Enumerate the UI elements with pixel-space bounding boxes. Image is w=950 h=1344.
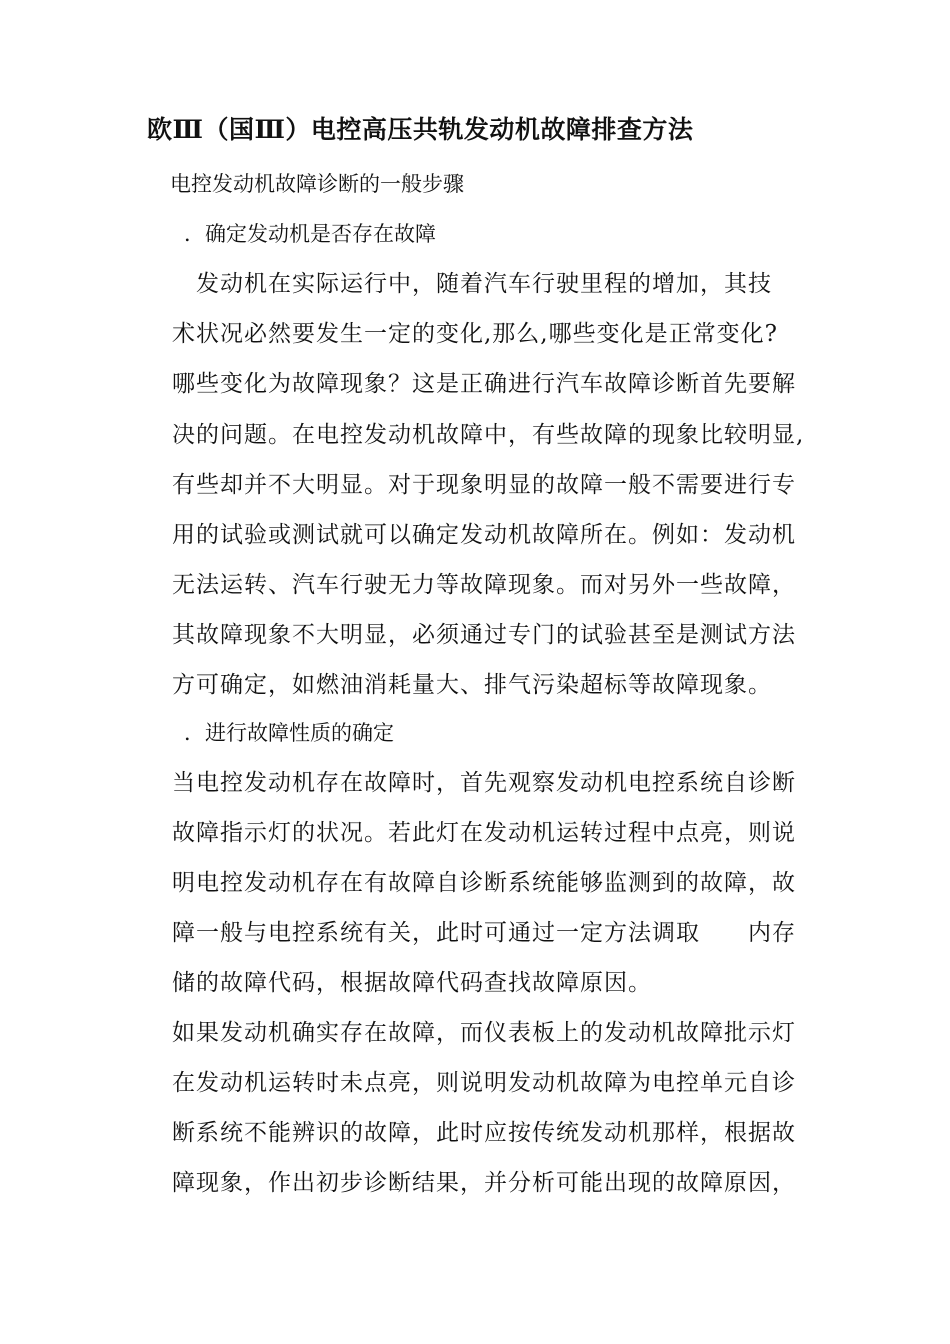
document-title: 欧Ⅲ（国Ⅲ）电控高压共轨发动机故障排查方法 (147, 115, 694, 144)
section-2-line: 障一般与电控系统有关，此时可通过一定方法调取 内存 (172, 920, 796, 946)
section-1-line: 决的问题。在电控发动机故障中，有些故障的现象比较明显, (172, 422, 805, 448)
section-2-line: 当电控发动机存在故障时，首先观察发动机电控系统自诊断 (172, 770, 796, 796)
step-1-heading: ．确定发动机是否存在故障 (184, 222, 436, 246)
section-1-line: 用的试验或测试就可以确定发动机故障所在。例如：发动机 (172, 522, 796, 548)
section-1-line: 术状况必然要发生一定的变化,那么,哪些变化是正常变化? (172, 321, 778, 347)
section-2-line: 储的故障代码，根据故障代码查找故障原因。 (172, 970, 652, 996)
section-1-line: 方可确定，如燃油消耗量大、排气污染超标等故障现象。 (172, 672, 772, 698)
section-2-line: 障现象，作出初步诊断结果，并分析可能出现的故障原因， (172, 1170, 796, 1196)
section-2-line: 如果发动机确实存在故障，而仪表板上的发动机故障批示灯 (172, 1020, 796, 1046)
section-1-line: 有些却并不大明显。对于现象明显的故障一般不需要进行专 (172, 472, 796, 498)
section-subtitle: 电控发动机故障诊断的一般步骤 (170, 172, 464, 196)
section-1-line: 哪些变化为故障现象？这是正确进行汽车故障诊断首先要解 (172, 371, 796, 397)
section-1-line: 其故障现象不大明显，必须通过专门的试验甚至是测试方法 (172, 622, 796, 648)
section-2-line: 在发动机运转时未点亮，则说明发动机故障为电控单元自诊 (172, 1070, 796, 1096)
section-2-line: 断系统不能辨识的故障，此时应按传统发动机那样，根据故 (172, 1120, 796, 1146)
section-2-line: 故障指示灯的状况。若此灯在发动机运转过程中点亮，则说 (172, 820, 796, 846)
section-2-line: 明电控发动机存在有故障自诊断系统能够监测到的故障，故 (172, 870, 796, 896)
section-1-line: 发动机在实际运行中，随着汽车行驶里程的增加，其技 (172, 271, 772, 297)
section-1-line: 无法运转、汽车行驶无力等故障现象。而对另外一些故障， (172, 572, 796, 598)
step-2-heading: ．进行故障性质的确定 (184, 721, 394, 745)
